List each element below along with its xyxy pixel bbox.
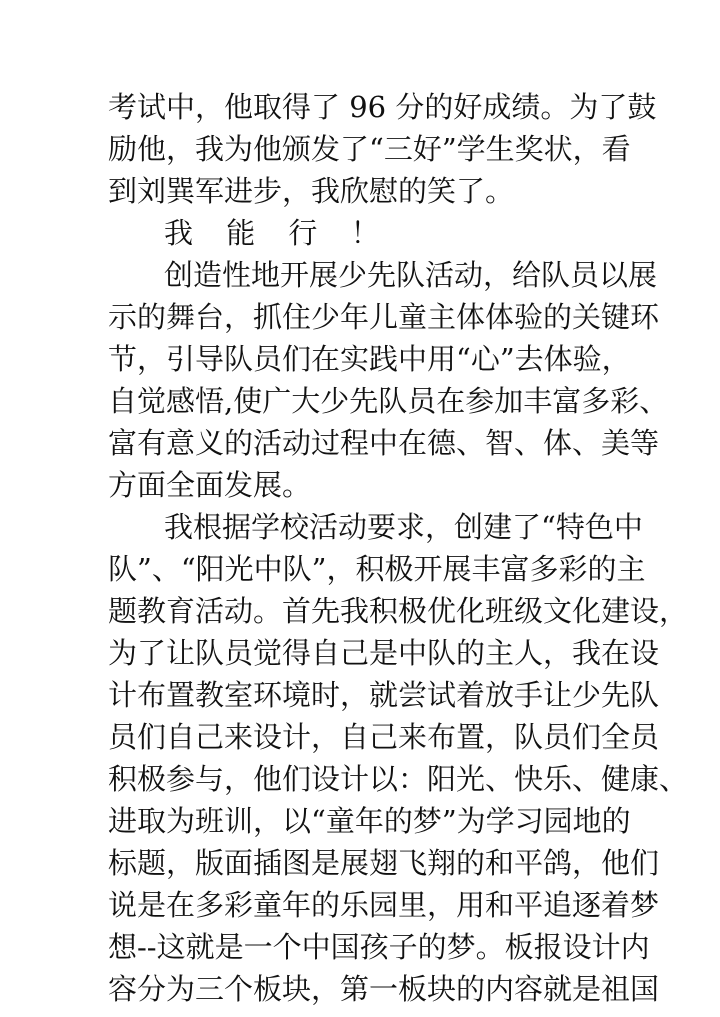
text-line: 节，引导队员们在实践中用“心”去体验，	[108, 342, 631, 376]
text-line: 说是在多彩童年的乐园里，用和平追逐着梦	[108, 888, 660, 922]
text-line: 题教育活动。首先我积极优化班级文化建设，	[108, 594, 689, 628]
text-line: 员们自己来设计，自己来布置，队员们全员	[108, 720, 660, 754]
text-line: 积极参与，他们设计以：阳光、快乐、健康、	[108, 762, 689, 796]
text-line: 方面全面发展。	[108, 468, 312, 502]
body-text	[108, 86, 689, 1010]
text-line: 为了让队员觉得自己是中队的主人，我在设	[108, 636, 660, 670]
text-line: 进取为班训，以“童年的梦”为学习园地的	[108, 804, 631, 838]
text-line: 创造性地开展少先队活动，给队员以展	[164, 258, 658, 292]
text-line: 示的舞台，抓住少年儿童主体体验的关键环	[108, 300, 660, 334]
text-line: 富有意义的活动过程中在德、智、体、美等	[108, 426, 660, 460]
text-line: 容分为三个板块，第一板块的内容就是祖国	[108, 972, 660, 1006]
text-line: 想--这就是一个中国孩子的梦。板报设计内	[108, 930, 650, 964]
text-line: 自觉感悟,使广大少先队员在参加丰富多彩、	[108, 384, 669, 418]
text-line: 励他，我为他颁发了“三好”学生奖状，看	[108, 132, 631, 166]
text-line: 考试中，他取得了 96 分的好成绩。为了鼓	[108, 90, 657, 124]
text-line: 到刘巽军进步，我欣慰的笑了。	[108, 174, 515, 208]
text-line: 标题，版面插图是展翅飞翔的和平鸽，他们	[108, 846, 660, 880]
text-line: 我根据学校活动要求，创建了“特色中	[164, 510, 643, 544]
text-line: 队”、“阳光中队”，积极开展丰富多彩的主	[108, 552, 646, 586]
text-line: 计布置教室环境时，就尝试着放手让少先队	[108, 678, 660, 712]
section-heading: 我 能 行 ！	[164, 216, 392, 250]
